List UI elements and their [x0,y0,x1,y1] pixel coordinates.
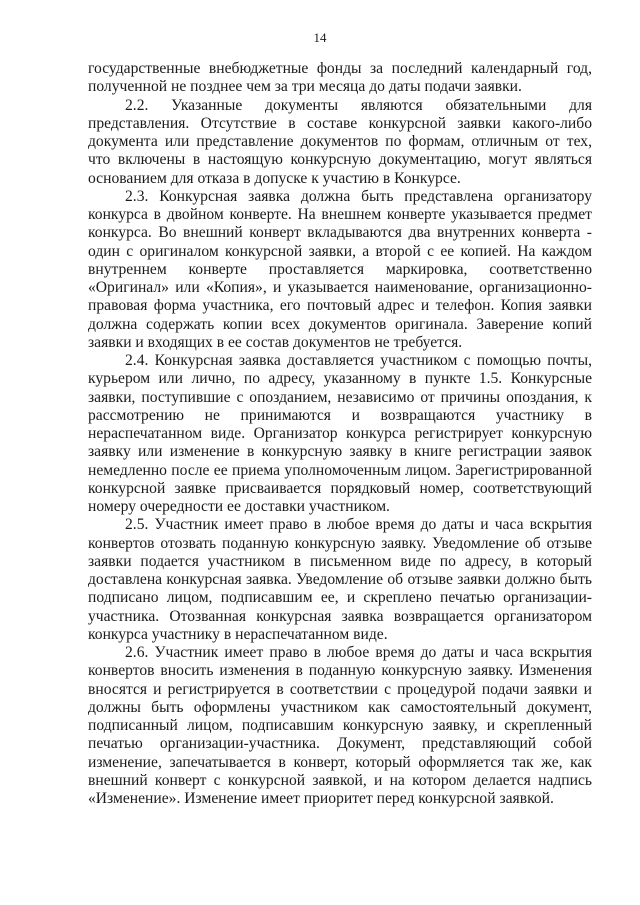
paragraph-2-6: 2.6. Участник имеет право в любое время до даты и часа вскрытия конвертов вносить изменения в поданную конкурсную заявку. Изменения вносятся и регистрируется в соответствии с процедурой подачи заявки и должны быть оформлены участником как самостоятельный документ, подписанный лицом, подписавшим конкурсную заявку, и скрепленный печатью организации-участника. Документ, представляющий собой изменение, запечатывается в конверт, который оформляется так же, как внешний конверт с конкурсной заявкой, и на котором делается надпись «Изменение». Изменение имеет приоритет перед конкурсной заявкой. [88,644,592,807]
document-body [88,60,592,808]
paragraph-2-4: 2.4. Конкурсная заявка доставляется участником с помощью почты, курьером или лично, по адресу, указанному в пункте 1.5. Конкурсные заявки, поступившие с опозданием, независимо от причины опоздания, к рассмотрению не принимаются и возвращаются участнику в нераспечатанном виде. Организатор конкурса регистрирует конкурсную заявку или изменение в конкурсную заявку в книге регистрации заявок немедленно после ее приема уполномоченным лицом. Зарегистрированной конкурсной заявке присваивается порядковый номер, соответствующий номеру очередности ее доставки участником. [88,352,592,515]
paragraph-2-3: 2.3. Конкурсная заявка должна быть представлена организатору конкурса в двойном конверте. На внешнем конверте указывается предмет конкурса. Во внешний конверт вкладываются два внутренних конверта - один с оригиналом конкурсной заявки, а второй с ее копией. На каждом внутреннем конверте проставляется маркировка, соответственно «Оригинал» или «Копия», и указывается наименование, организационно-правовая форма участника, его почтовый адрес и телефон. Копия заявки должна содержать копии всех документов оригинала. Заверение копий заявки и входящих в ее состав документов не требуется. [88,187,592,351]
paragraph-2-2: 2.2. Указанные документы являются обязательными для представления. Отсутствие в составе конкурсной заявки какого-либо документа или представление документов по формам, отличным от тех, что включены в настоящую конкурсную документацию, могут являться основанием для отказа в допуске к участию в Конкурсе. [88,96,592,187]
page-number: 14 [313,30,327,45]
paragraph-2-5: 2.5. Участник имеет право в любое время до даты и часа вскрытия конвертов отозвать поданную конкурсную заявку. Уведомление об отзыве заявки подается участником в письменном виде по адресу, в который доставлена конкурсная заявка. Уведомление об отзыве заявки должно быть подписано лицом, подписавшим ее, и скреплено печатью организации-участника. Отозванная конкурсная заявка возвращается организатором конкурса участнику в нераспечатанном виде. [88,516,592,643]
paragraph-continuation: государственные внебюджетные фонды за последний календарный год, полученной не позднее чем за три месяца до даты подачи заявки. [88,60,592,96]
